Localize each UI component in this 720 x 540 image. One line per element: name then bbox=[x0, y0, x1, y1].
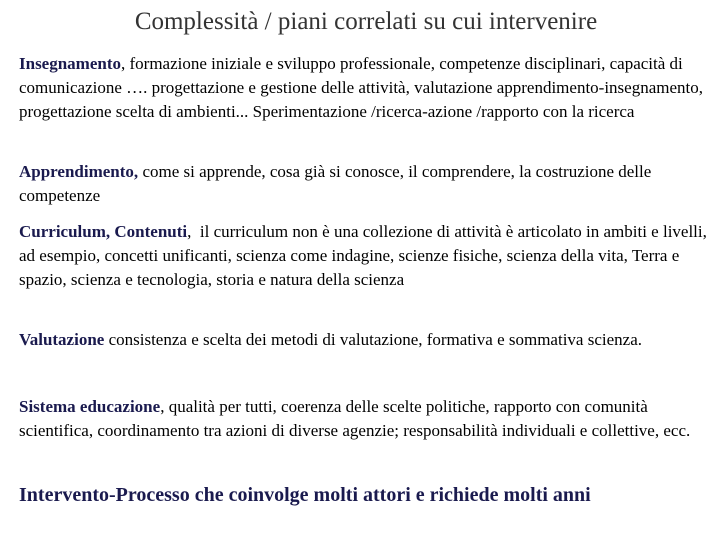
paragraph-sistema-educazione bbox=[19, 395, 711, 443]
paragraph-insegnamento bbox=[19, 52, 711, 124]
slide-title: Complessità / piani correlati su cui intervenire bbox=[134, 8, 598, 35]
term-separator: , bbox=[187, 222, 200, 241]
term-separator: , bbox=[121, 54, 130, 73]
term-insegnamento: Insegnamento bbox=[19, 54, 122, 73]
paragraph-text: formazione iniziale e sviluppo professionale, competenze disciplinari, capacità di comunicazione …. progettazione e gestione delle attività, valutazione apprendimento-insegnamento, progettazione scelta di ambienti... Sperimentazione /ricerca-azione /rapporto con la ricerca bbox=[19, 54, 704, 121]
term-sistema-educazione: Sistema educazione bbox=[19, 397, 161, 416]
term-apprendimento: Apprendimento, bbox=[19, 162, 139, 181]
paragraph-valutazione bbox=[19, 328, 711, 352]
paragraph-curriculum bbox=[19, 220, 711, 292]
paragraph-text: qualità per tutti, coerenza delle scelte politiche, rapporto con comunità scientifica, coordinamento tra azioni di diverse agenzie; responsabilità individuali e collettive, ecc. bbox=[19, 397, 691, 440]
paragraph-text: come si apprende, cosa già si conosce, il comprendere, la costruzione delle competenze bbox=[19, 162, 652, 205]
term-separator: , bbox=[160, 397, 169, 416]
term-valutazione: Valutazione bbox=[19, 330, 105, 349]
paragraph-text: consistenza e scelta dei metodi di valutazione, formativa e sommativa scienza. bbox=[108, 330, 642, 349]
paragraph-text: il curriculum non è una collezione di attività è articolato in ambiti e livelli, ad esempio, concetti unificanti, scienza come indagine, scienze fisiche, scienza della vita, Terra e spazio, scienza e tecnologia, storia e natura della scienza bbox=[19, 222, 707, 289]
term-curriculum: Curriculum, Contenuti bbox=[19, 222, 188, 241]
paragraph-apprendimento bbox=[19, 160, 711, 208]
conclusion-line: Intervento-Processo che coinvolge molti attori e richiede molti anni bbox=[19, 484, 591, 506]
